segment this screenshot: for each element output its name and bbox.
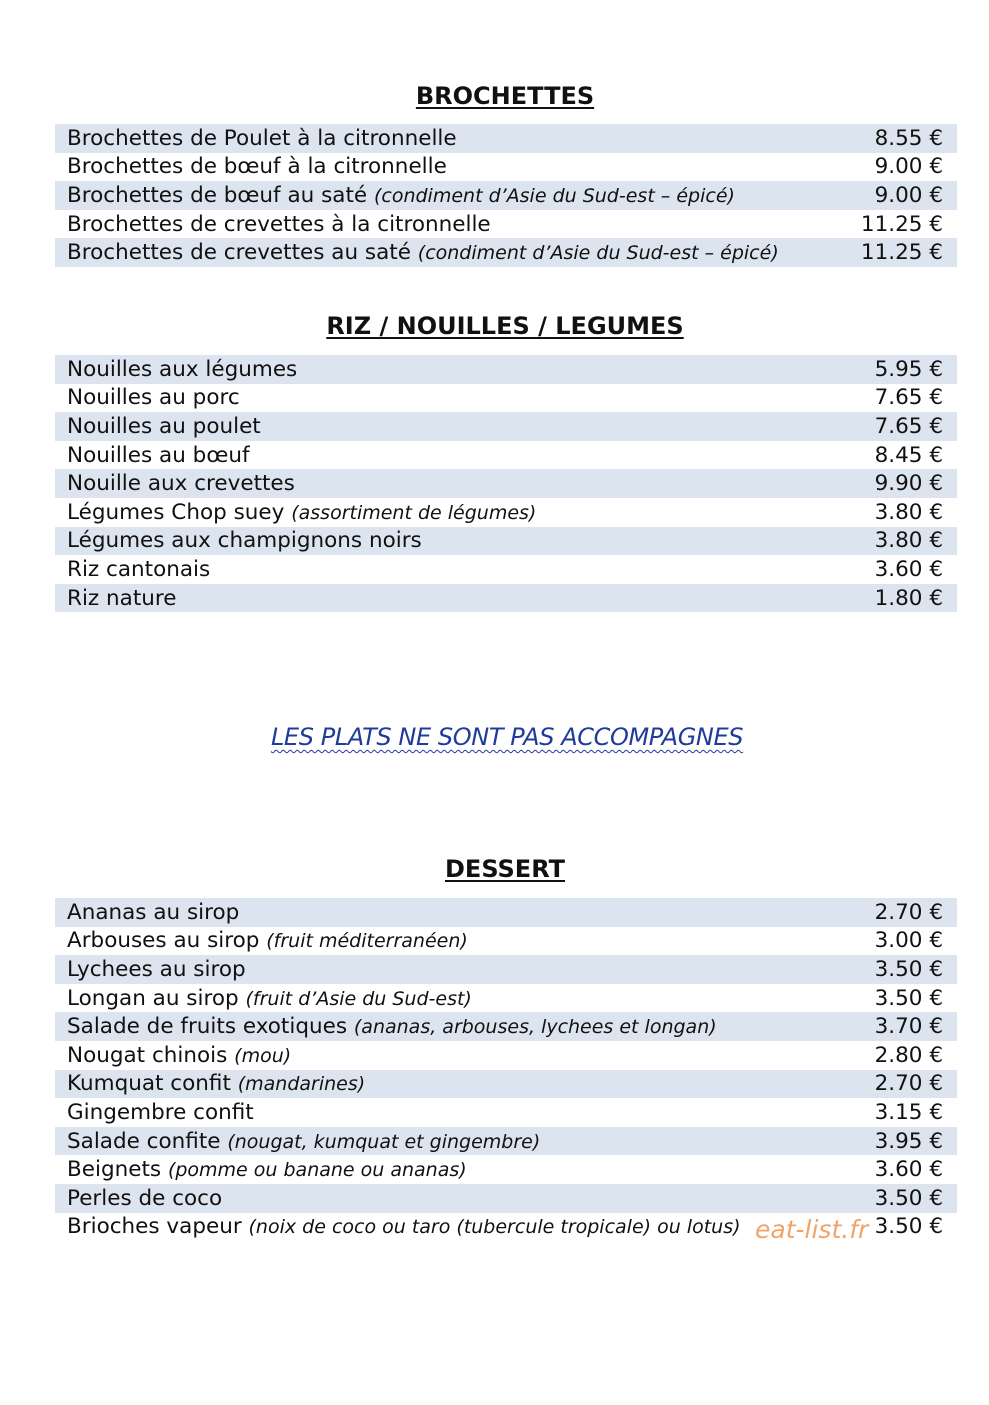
menu-item-price: 9.00 € xyxy=(874,182,943,208)
menu-item-price: 3.50 € xyxy=(874,956,943,982)
menu-item-label xyxy=(67,500,536,525)
menu-item-name: Gingembre confit xyxy=(67,1099,254,1125)
menu-item-price: 2.70 € xyxy=(874,899,943,925)
menu-item-name: Nouilles au porc xyxy=(67,385,240,411)
menu-item-name: Nouille aux crevettes xyxy=(67,471,295,497)
menu-item-label xyxy=(67,126,457,151)
menu-item-price: 8.55 € xyxy=(874,125,943,151)
menu-item-note: (condiment d’Asie du Sud-est – épicé) xyxy=(417,242,779,265)
menu-item-price: 5.95 € xyxy=(874,356,943,382)
menu-item-label xyxy=(67,183,735,208)
menu-item-row xyxy=(55,584,957,613)
menu-item-price: 7.65 € xyxy=(874,385,943,411)
menu-item-label xyxy=(67,212,491,237)
menu-item-name: Nouilles aux légumes xyxy=(67,356,298,382)
menu-item-row xyxy=(55,124,957,153)
menu-item-name: Longan au sirop xyxy=(67,985,239,1011)
menu-item-name: Brioches vapeur xyxy=(67,1214,242,1240)
menu-item-name: Brochettes de Poulet à la citronnelle xyxy=(67,125,457,151)
menu-item-label xyxy=(67,385,240,410)
menu-item-label xyxy=(67,1100,254,1125)
menu-item-price: 2.80 € xyxy=(874,1042,943,1068)
menu-item-price: 3.80 € xyxy=(874,528,943,554)
menu-item-note: (ananas, arbouses, lychees et longan) xyxy=(353,1016,717,1039)
menu-item-name: Arbouses au sirop xyxy=(67,928,260,954)
menu-item-label xyxy=(67,1214,741,1239)
menu-item-row xyxy=(55,469,957,498)
menu-item-name: Nougat chinois xyxy=(67,1042,228,1068)
menu-item-label xyxy=(67,471,295,496)
menu-item-price: 3.50 € xyxy=(874,1185,943,1211)
menu-item-label xyxy=(67,357,297,382)
menu-item-price: 3.15 € xyxy=(874,1099,943,1125)
menu-item-name: Riz cantonais xyxy=(67,556,211,582)
menu-item-label xyxy=(67,557,210,582)
menu-table-brochettes xyxy=(55,124,957,267)
menu-item-note: (condiment d’Asie du Sud-est – épicé) xyxy=(373,184,735,207)
menu-item-name: Salade confite xyxy=(67,1128,221,1154)
menu-item-row xyxy=(55,238,957,267)
menu-item-name: Salade de fruits exotiques xyxy=(67,1014,348,1040)
menu-item-price: 3.50 € xyxy=(874,1214,943,1240)
menu-item-price: 7.65 € xyxy=(874,413,943,439)
menu-item-name: Légumes aux champignons noirs xyxy=(67,528,422,554)
menu-item-name: Nouilles au bœuf xyxy=(67,442,250,468)
notice-text: LES PLATS NE SONT PAS ACCOMPAGNES xyxy=(270,723,744,751)
menu-item-row xyxy=(55,384,957,413)
menu-item-label xyxy=(67,928,468,953)
menu-item-row xyxy=(55,927,957,956)
menu-item-label xyxy=(67,957,246,982)
menu-item-label xyxy=(67,1129,540,1154)
menu-item-price: 3.70 € xyxy=(874,1014,943,1040)
menu-item-row xyxy=(55,1041,957,1070)
menu-item-row xyxy=(55,898,957,927)
menu-item-note: (mandarines) xyxy=(237,1073,366,1096)
menu-item-name: Beignets xyxy=(67,1157,162,1183)
menu-item-note: (mou) xyxy=(234,1044,292,1067)
menu-item-name: Lychees au sirop xyxy=(67,956,246,982)
section-title-riz-nouilles-legumes: RIZ / NOUILLES / LEGUMES xyxy=(326,312,684,340)
menu-item-note: (assortiment de légumes) xyxy=(291,501,537,524)
menu-item-label xyxy=(67,443,250,468)
menu-item-label xyxy=(67,528,422,553)
menu-item-row xyxy=(55,153,957,182)
menu-item-label xyxy=(67,240,779,265)
menu-item-row xyxy=(55,412,957,441)
menu-item-name: Brochettes de bœuf au saté xyxy=(67,182,368,208)
menu-item-label xyxy=(67,1043,291,1068)
menu-item-price: 3.60 € xyxy=(874,556,943,582)
menu-item-name: Nouilles au poulet xyxy=(67,413,261,439)
menu-item-row xyxy=(55,555,957,584)
section-title-dessert: DESSERT xyxy=(445,855,565,883)
menu-item-note: (pomme ou banane ou ananas) xyxy=(167,1159,467,1182)
menu-item-row xyxy=(55,498,957,527)
menu-table-dessert xyxy=(55,898,957,1241)
menu-item-price: 3.95 € xyxy=(874,1128,943,1154)
menu-item-label xyxy=(67,586,176,611)
menu-item-row xyxy=(55,355,957,384)
menu-item-price: 3.50 € xyxy=(874,985,943,1011)
menu-item-price: 9.00 € xyxy=(874,154,943,180)
watermark: eat-list.fr xyxy=(755,1215,869,1244)
menu-item-label xyxy=(67,414,261,439)
menu-item-price: 9.90 € xyxy=(874,471,943,497)
menu-item-row xyxy=(55,210,957,239)
menu-item-row xyxy=(55,441,957,470)
menu-item-price: 2.70 € xyxy=(874,1071,943,1097)
menu-item-note: (noix de coco ou taro (tubercule tropicale) ou lotus) xyxy=(248,1216,741,1239)
menu-item-name: Brochettes de crevettes à la citronnelle xyxy=(67,211,491,237)
menu-item-note: (nougat, kumquat et gingembre) xyxy=(227,1130,541,1153)
menu-item-row xyxy=(55,181,957,210)
menu-item-row xyxy=(55,1070,957,1099)
menu-item-label xyxy=(67,154,447,179)
menu-item-name: Ananas au sirop xyxy=(67,899,240,925)
menu-item-row xyxy=(55,1012,957,1041)
menu-item-label xyxy=(67,900,239,925)
menu-item-label xyxy=(67,986,472,1011)
menu-table-riz-nouilles-legumes xyxy=(55,355,957,612)
menu-item-price: 11.25 € xyxy=(860,211,943,237)
menu-item-label xyxy=(67,1186,222,1211)
menu-item-price: 8.45 € xyxy=(874,442,943,468)
menu-item-row xyxy=(55,1127,957,1156)
menu-item-name: Brochettes de crevettes au saté xyxy=(67,240,411,266)
menu-item-label xyxy=(67,1157,467,1182)
menu-item-price: 11.25 € xyxy=(860,240,943,266)
menu-item-row xyxy=(55,955,957,984)
menu-item-note: (fruit méditerranéen) xyxy=(266,930,468,953)
menu-item-name: Riz nature xyxy=(67,585,177,611)
menu-item-price: 3.60 € xyxy=(874,1157,943,1183)
section-title-brochettes: BROCHETTES xyxy=(415,82,595,110)
menu-item-label xyxy=(67,1014,717,1039)
menu-item-row xyxy=(55,984,957,1013)
menu-item-row xyxy=(55,1184,957,1213)
menu-item-name: Légumes Chop suey xyxy=(67,499,285,525)
menu-item-label xyxy=(67,1071,365,1096)
menu-item-note: (fruit d’Asie du Sud-est) xyxy=(245,987,472,1010)
menu-item-row xyxy=(55,527,957,556)
menu-item-row xyxy=(55,1155,957,1184)
menu-item-name: Kumquat confit xyxy=(67,1071,231,1097)
menu-item-price: 1.80 € xyxy=(874,585,943,611)
menu-item-name: Perles de coco xyxy=(67,1185,223,1211)
menu-item-price: 3.00 € xyxy=(874,928,943,954)
menu-item-row xyxy=(55,1098,957,1127)
menu-item-price: 3.80 € xyxy=(874,499,943,525)
menu-item-name: Brochettes de bœuf à la citronnelle xyxy=(67,154,447,180)
